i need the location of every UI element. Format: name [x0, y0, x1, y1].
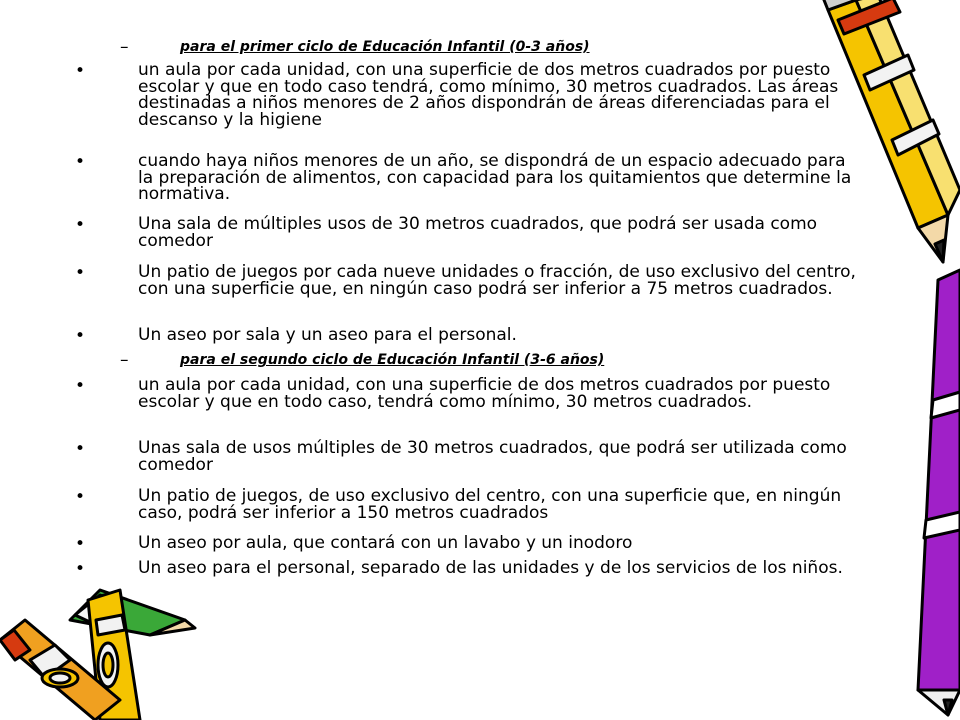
bullet: • — [75, 487, 86, 507]
bullet: • — [75, 152, 86, 172]
item-text: Unas sala de usos múltiples de 30 metros cuadrados, que podrá ser utilizada como comedor — [138, 438, 847, 475]
bullet: • — [75, 215, 86, 235]
item-text: Un aseo por aula, que contará con un lavabo y un inodoro — [138, 533, 633, 553]
section-title: para el segundo ciclo de Educación Infantil (3-6 años) — [180, 352, 605, 368]
item-text: un aula por cada unidad, con una superficie de dos metros cuadrados por puesto escolar y que en todo caso tendrá, como mínimo, 30 metros cuadrados. Las áreas destinadas a niños menores de 2 años dispondrán de áreas diferenciadas para el descanso y la higiene — [138, 60, 839, 130]
bullet: • — [75, 559, 86, 579]
pencils-bottom-left-clipart — [0, 560, 200, 720]
item-text: Una sala de múltiples usos de 30 metros cuadrados, que podrá ser usada como comedor — [138, 214, 818, 251]
section-title: para el primer ciclo de Educación Infantil (0-3 años) — [180, 39, 590, 55]
dash-marker: – — [120, 350, 129, 370]
dash-marker: – — [120, 37, 129, 57]
item-text: Un patio de juegos, de uso exclusivo del centro, con una superficie que, en ningún caso, podrá ser inferior a 150 metros cuadrados — [138, 486, 842, 523]
bullet: • — [75, 61, 86, 81]
item-text: Un patio de juegos por cada nueve unidades o fracción, de uso exclusivo del centro, con una superficie que, en ningún caso podrá ser inferior a 75 metros cuadrados. — [138, 262, 856, 299]
item-text: Un aseo por sala y un aseo para el personal. — [138, 325, 517, 345]
item-text: cuando haya niños menores de un año, se dispondrá de un espacio adecuado para la preparación de alimentos, con capacidad para los quitamientos que determine la normativa. — [138, 151, 852, 204]
bullet: • — [75, 534, 86, 554]
bullet: • — [75, 326, 86, 346]
bullet: • — [75, 263, 86, 283]
item-text: un aula por cada unidad, con una superficie de dos metros cuadrados por puesto escolar y que en todo caso, tendrá como mínimo, 30 metros cuadrados. — [138, 375, 831, 412]
bullet: • — [75, 376, 86, 396]
bullet: • — [75, 439, 86, 459]
item-text: Un aseo para el personal, separado de las unidades y de los servicios de los niños. — [138, 558, 843, 578]
